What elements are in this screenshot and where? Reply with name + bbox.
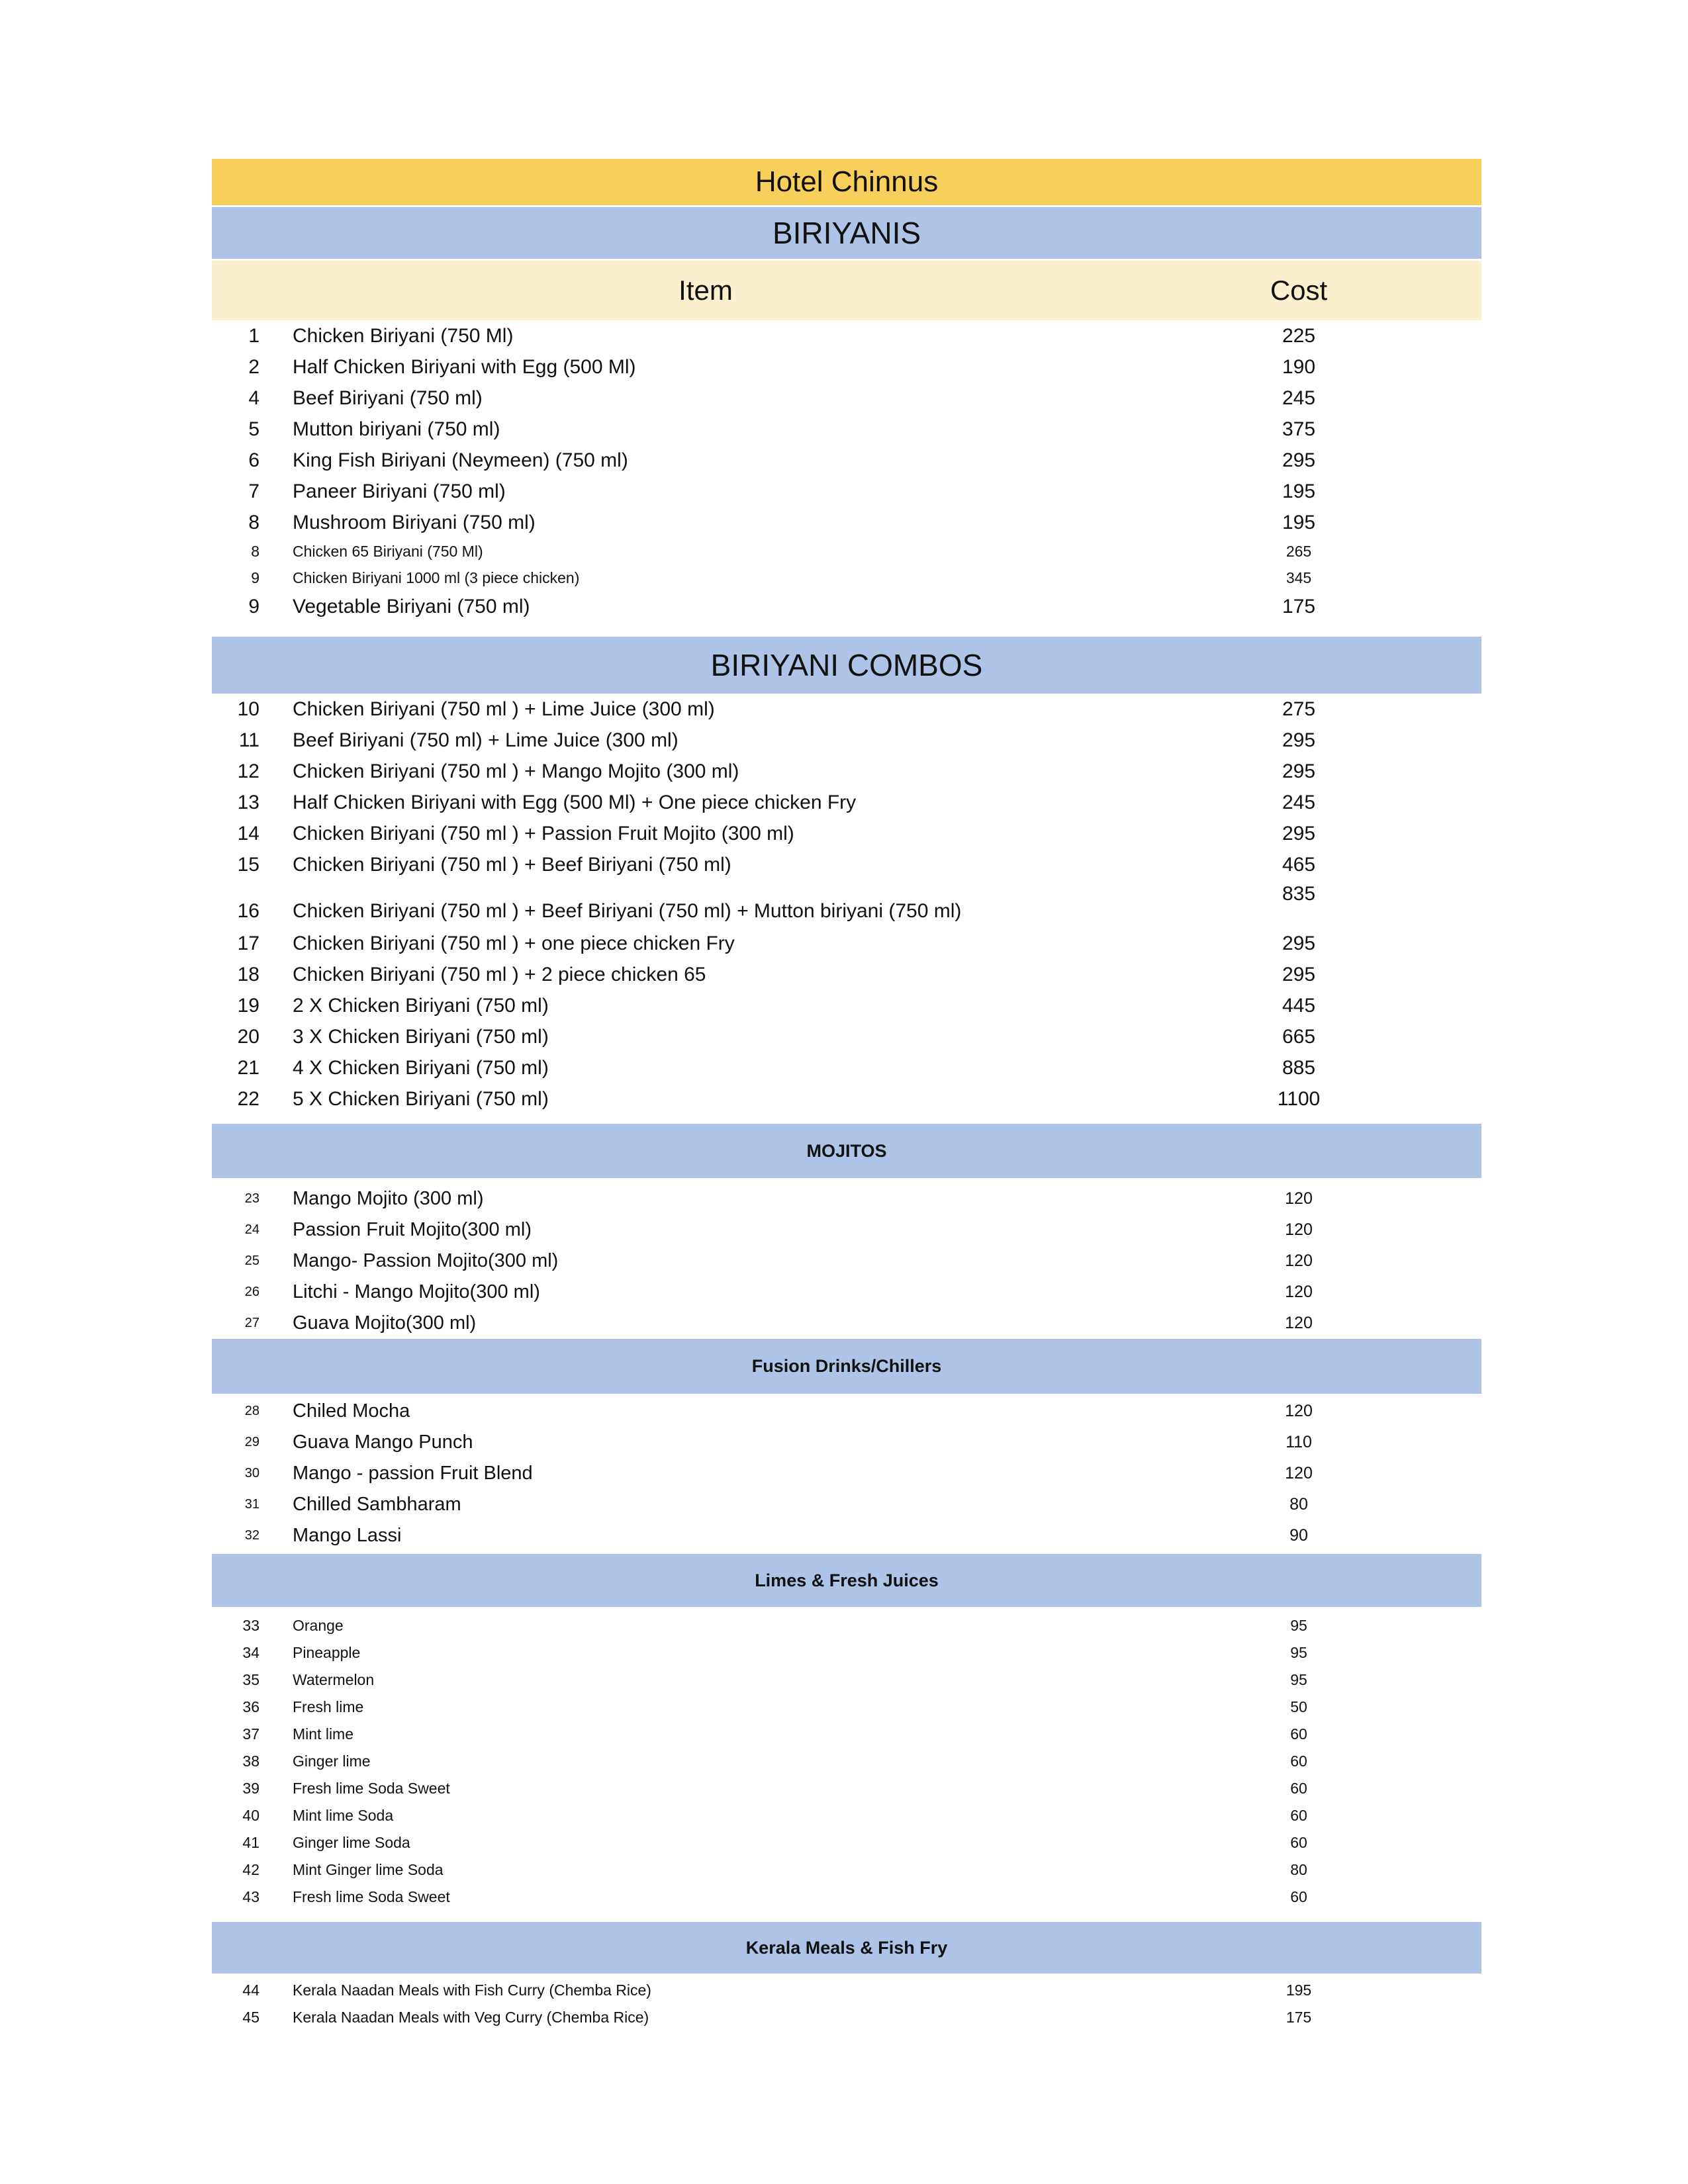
row-number: 26 bbox=[244, 1285, 259, 1299]
row-cost: 295 bbox=[1282, 963, 1316, 985]
row-item-name: Chicken Biriyani (750 ml ) + Beef Biriyani (750 ml) + Mutton biriyani (750 ml) bbox=[293, 900, 962, 922]
menu-row bbox=[212, 1520, 1481, 1551]
row-number: 22 bbox=[237, 1087, 259, 1110]
row-number: 43 bbox=[242, 1888, 259, 1905]
menu-row bbox=[212, 1612, 1481, 1639]
row-item-name: Kerala Naadan Meals with Veg Curry (Chemba Rice) bbox=[293, 2009, 649, 2026]
menu-row bbox=[212, 2004, 1481, 2031]
column-header-cost: Cost bbox=[1270, 275, 1328, 306]
row-item-name: Chilled Sambharam bbox=[293, 1494, 461, 1515]
row-item-name: Mushroom Biriyani (750 ml) bbox=[293, 511, 536, 533]
menu-row bbox=[212, 1884, 1481, 1911]
row-item-name: Chicken Biriyani (750 ml ) + one piece chicken Fry bbox=[293, 932, 735, 954]
row-cost: 80 bbox=[1289, 1495, 1308, 1514]
menu-row bbox=[212, 1396, 1481, 1427]
row-item-name: Mint lime Soda bbox=[293, 1807, 394, 1824]
row-item-name: Mango Lassi bbox=[293, 1525, 402, 1546]
row-number: 5 bbox=[248, 418, 259, 440]
menu-row bbox=[212, 476, 1481, 507]
column-header-item: Item bbox=[679, 275, 733, 306]
row-number: 29 bbox=[244, 1435, 259, 1449]
row-number: 40 bbox=[242, 1807, 259, 1824]
section-title: Kerala Meals & Fish Fry bbox=[745, 1937, 948, 1958]
menu-row bbox=[212, 320, 1481, 351]
row-cost: 245 bbox=[1282, 387, 1316, 409]
row-number: 12 bbox=[237, 760, 259, 782]
row-item-name: 5 X Chicken Biriyani (750 ml) bbox=[293, 1087, 549, 1110]
row-cost: 465 bbox=[1282, 853, 1316, 876]
column-header-row bbox=[212, 261, 1481, 320]
menu-title: Hotel Chinnus bbox=[755, 165, 939, 198]
row-number: 9 bbox=[251, 569, 259, 586]
menu-row bbox=[212, 1052, 1481, 1083]
menu-table bbox=[212, 159, 1481, 2031]
row-number: 8 bbox=[248, 511, 259, 533]
row-number: 41 bbox=[242, 1834, 259, 1851]
row-number: 21 bbox=[237, 1056, 259, 1079]
row-item-name: Beef Biriyani (750 ml) + Lime Juice (300 ml) bbox=[293, 729, 679, 751]
row-item-name: Fresh lime Soda Sweet bbox=[293, 1780, 450, 1797]
menu-sections bbox=[212, 207, 1481, 2031]
menu-row bbox=[212, 351, 1481, 383]
row-cost: 295 bbox=[1282, 932, 1316, 954]
row-item-name: Chicken Biriyani 1000 ml (3 piece chicken) bbox=[293, 569, 580, 586]
row-item-name: Chicken Biriyani (750 Ml) bbox=[293, 324, 514, 347]
row-cost: 120 bbox=[1285, 1314, 1313, 1332]
row-number: 4 bbox=[248, 387, 259, 409]
menu-row bbox=[212, 725, 1481, 756]
menu-row bbox=[212, 1214, 1481, 1246]
row-item-name: Ginger lime bbox=[293, 1752, 371, 1770]
row-number: 44 bbox=[242, 1981, 259, 1999]
row-number: 28 bbox=[244, 1404, 259, 1418]
section-header-combos bbox=[212, 637, 1481, 694]
row-cost: 95 bbox=[1290, 1617, 1307, 1634]
row-cost: 195 bbox=[1286, 1981, 1312, 1999]
row-item-name: Guava Mojito(300 ml) bbox=[293, 1312, 477, 1334]
section-header-mojitos bbox=[212, 1124, 1481, 1178]
row-number: 13 bbox=[237, 791, 259, 813]
section-title: BIRIYANIS bbox=[772, 216, 921, 250]
menu-row bbox=[212, 694, 1481, 725]
section-header-biriyanis bbox=[212, 207, 1481, 259]
menu-title-band bbox=[212, 159, 1481, 205]
row-cost: 265 bbox=[1286, 542, 1312, 560]
row-item-name: Chicken 65 Biriyani (750 Ml) bbox=[293, 542, 483, 560]
row-item-name: 3 X Chicken Biriyani (750 ml) bbox=[293, 1025, 549, 1048]
row-number: 23 bbox=[244, 1191, 259, 1206]
row-number: 34 bbox=[242, 1644, 259, 1661]
menu-row bbox=[212, 1427, 1481, 1458]
row-item-name: Paneer Biriyani (750 ml) bbox=[293, 480, 506, 502]
row-cost: 375 bbox=[1282, 418, 1316, 440]
menu-row bbox=[212, 849, 1481, 880]
row-cost: 95 bbox=[1290, 1644, 1307, 1661]
row-number: 31 bbox=[244, 1497, 259, 1512]
row-cost: 120 bbox=[1285, 1464, 1313, 1482]
menu-row bbox=[212, 928, 1481, 959]
section-title: Fusion Drinks/Chillers bbox=[751, 1356, 942, 1376]
row-item-name: Chicken Biriyani (750 ml ) + Passion Fruit Mojito (300 ml) bbox=[293, 822, 794, 844]
row-number: 1 bbox=[248, 324, 259, 347]
row-item-name: King Fish Biriyani (Neymeen) (750 ml) bbox=[293, 449, 628, 471]
menu-row bbox=[212, 880, 1481, 928]
section-header-limes bbox=[212, 1554, 1481, 1607]
row-number: 45 bbox=[242, 2009, 259, 2026]
row-item-name: Vegetable Biriyani (750 ml) bbox=[293, 595, 530, 617]
row-cost: 90 bbox=[1289, 1526, 1308, 1545]
row-cost: 190 bbox=[1282, 355, 1316, 378]
menu-row bbox=[212, 1829, 1481, 1856]
row-item-name: Fresh lime bbox=[293, 1698, 364, 1715]
row-cost: 60 bbox=[1290, 1888, 1307, 1905]
row-item-name: Chicken Biriyani (750 ml ) + Lime Juice (300 ml) bbox=[293, 698, 715, 720]
row-item-name: Beef Biriyani (750 ml) bbox=[293, 387, 483, 409]
row-cost: 295 bbox=[1282, 449, 1316, 471]
row-number: 30 bbox=[244, 1466, 259, 1480]
menu-row bbox=[212, 414, 1481, 445]
row-cost: 295 bbox=[1282, 729, 1316, 751]
row-number: 6 bbox=[248, 449, 259, 471]
menu-row bbox=[212, 1856, 1481, 1884]
menu-row bbox=[212, 1977, 1481, 2004]
section-header-kerala bbox=[212, 1922, 1481, 1974]
row-item-name: Mango- Passion Mojito(300 ml) bbox=[293, 1250, 559, 1271]
row-cost: 50 bbox=[1290, 1698, 1307, 1715]
row-cost: 60 bbox=[1290, 1807, 1307, 1824]
row-item-name: Half Chicken Biriyani with Egg (500 Ml) + One piece chicken Fry bbox=[293, 791, 857, 813]
row-number: 8 bbox=[251, 542, 259, 560]
row-number: 27 bbox=[244, 1316, 259, 1330]
row-item-name: 4 X Chicken Biriyani (750 ml) bbox=[293, 1056, 549, 1079]
row-item-name: Chicken Biriyani (750 ml ) + Beef Biriyani (750 ml) bbox=[293, 853, 731, 876]
row-cost: 665 bbox=[1282, 1025, 1316, 1048]
menu-row bbox=[212, 1021, 1481, 1052]
row-item-name: Ginger lime Soda bbox=[293, 1834, 410, 1851]
menu-row bbox=[212, 818, 1481, 849]
row-cost: 120 bbox=[1285, 1220, 1313, 1239]
row-number: 17 bbox=[237, 932, 259, 954]
row-cost: 60 bbox=[1290, 1752, 1307, 1770]
row-item-name: Guava Mango Punch bbox=[293, 1432, 473, 1453]
row-cost: 225 bbox=[1282, 324, 1316, 347]
row-item-name: Passion Fruit Mojito(300 ml) bbox=[293, 1219, 532, 1240]
menu-row bbox=[212, 1489, 1481, 1520]
row-cost: 195 bbox=[1282, 480, 1316, 502]
row-item-name: Mango Mojito (300 ml) bbox=[293, 1188, 484, 1209]
row-cost: 1100 bbox=[1277, 1087, 1321, 1110]
row-cost: 120 bbox=[1285, 1283, 1313, 1301]
menu-row bbox=[212, 787, 1481, 818]
menu-row bbox=[212, 1246, 1481, 1277]
row-number: 33 bbox=[242, 1617, 259, 1634]
row-item-name: Litchi - Mango Mojito(300 ml) bbox=[293, 1281, 540, 1302]
menu-row bbox=[212, 591, 1481, 622]
row-item-name: Chiled Mocha bbox=[293, 1400, 410, 1422]
menu-row bbox=[212, 507, 1481, 538]
row-item-name: Chicken Biriyani (750 ml ) + 2 piece chicken 65 bbox=[293, 963, 706, 985]
row-number: 19 bbox=[237, 994, 259, 1017]
row-number: 35 bbox=[242, 1671, 259, 1688]
row-number: 38 bbox=[242, 1752, 259, 1770]
row-number: 18 bbox=[237, 963, 259, 985]
menu-row bbox=[212, 1775, 1481, 1802]
section-title: BIRIYANI COMBOS bbox=[710, 648, 983, 682]
row-cost: 95 bbox=[1290, 1671, 1307, 1688]
menu-row bbox=[212, 756, 1481, 787]
row-cost: 120 bbox=[1285, 1402, 1313, 1420]
section-title: Limes & Fresh Juices bbox=[755, 1570, 939, 1590]
row-cost: 60 bbox=[1290, 1834, 1307, 1851]
row-number: 15 bbox=[237, 853, 259, 876]
menu-row bbox=[212, 1721, 1481, 1748]
row-cost: 195 bbox=[1282, 511, 1316, 533]
row-number: 36 bbox=[242, 1698, 259, 1715]
row-cost: 120 bbox=[1285, 1189, 1313, 1208]
menu-row bbox=[212, 1308, 1481, 1339]
menu-row bbox=[212, 1802, 1481, 1829]
row-number: 39 bbox=[242, 1780, 259, 1797]
row-item-name: Half Chicken Biriyani with Egg (500 Ml) bbox=[293, 355, 636, 378]
row-number: 37 bbox=[242, 1725, 259, 1743]
row-number: 42 bbox=[242, 1861, 259, 1878]
row-number: 24 bbox=[244, 1222, 259, 1237]
menu-row bbox=[212, 1458, 1481, 1489]
row-number: 10 bbox=[237, 698, 259, 720]
row-number: 14 bbox=[237, 822, 259, 844]
row-item-name: Orange bbox=[293, 1617, 344, 1634]
menu-row bbox=[212, 565, 1481, 591]
row-cost: 60 bbox=[1290, 1725, 1307, 1743]
row-cost: 120 bbox=[1285, 1251, 1313, 1270]
row-cost: 175 bbox=[1282, 595, 1316, 617]
menu-row bbox=[212, 383, 1481, 414]
menu-row bbox=[212, 1748, 1481, 1775]
row-item-name: Kerala Naadan Meals with Fish Curry (Chemba Rice) bbox=[293, 1981, 651, 1999]
row-number: 20 bbox=[237, 1025, 259, 1048]
row-cost: 110 bbox=[1286, 1433, 1312, 1451]
row-cost: 275 bbox=[1282, 698, 1316, 720]
menu-row bbox=[212, 1666, 1481, 1694]
menu-row bbox=[212, 1694, 1481, 1721]
row-item-name: Pineapple bbox=[293, 1644, 361, 1661]
row-item-name: Mango - passion Fruit Blend bbox=[293, 1463, 533, 1484]
section-header-fusion bbox=[212, 1339, 1481, 1394]
menu-row bbox=[212, 990, 1481, 1021]
row-number: 9 bbox=[248, 595, 259, 617]
row-cost: 175 bbox=[1286, 2009, 1312, 2026]
row-item-name: Mint lime bbox=[293, 1725, 354, 1743]
row-cost: 60 bbox=[1290, 1780, 1307, 1797]
menu-row bbox=[212, 445, 1481, 476]
menu-row bbox=[212, 538, 1481, 565]
row-item-name: Mutton biriyani (750 ml) bbox=[293, 418, 500, 440]
menu-row bbox=[212, 1083, 1481, 1115]
row-item-name: Chicken Biriyani (750 ml ) + Mango Mojito (300 ml) bbox=[293, 760, 739, 782]
row-cost: 885 bbox=[1282, 1056, 1316, 1079]
row-cost: 295 bbox=[1282, 760, 1316, 782]
row-number: 7 bbox=[248, 480, 259, 502]
row-number: 32 bbox=[244, 1528, 259, 1543]
row-number: 2 bbox=[248, 355, 259, 378]
row-number: 16 bbox=[237, 900, 259, 922]
row-item-name: Mint Ginger lime Soda bbox=[293, 1861, 444, 1878]
row-number: 11 bbox=[238, 729, 259, 751]
row-cost: 345 bbox=[1286, 569, 1312, 586]
row-cost: 245 bbox=[1282, 791, 1316, 813]
row-item-name: Fresh lime Soda Sweet bbox=[293, 1888, 450, 1905]
row-cost: 835 bbox=[1282, 883, 1316, 905]
menu-row bbox=[212, 959, 1481, 990]
menu-row bbox=[212, 1183, 1481, 1214]
row-cost: 445 bbox=[1282, 994, 1316, 1017]
row-item-name: Watermelon bbox=[293, 1671, 375, 1688]
row-cost: 295 bbox=[1282, 822, 1316, 844]
section-title: MOJITOS bbox=[806, 1140, 887, 1161]
row-item-name: 2 X Chicken Biriyani (750 ml) bbox=[293, 994, 549, 1017]
row-cost: 80 bbox=[1290, 1861, 1307, 1878]
menu-row bbox=[212, 1277, 1481, 1308]
row-number: 25 bbox=[244, 1253, 259, 1268]
menu-row bbox=[212, 1639, 1481, 1666]
